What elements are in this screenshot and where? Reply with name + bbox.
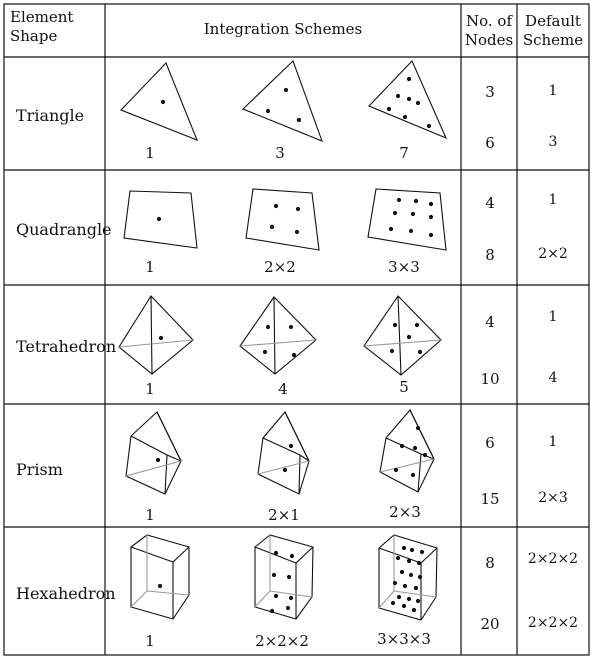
- nodes-value: 8: [485, 246, 495, 264]
- scheme-label: 3×3: [388, 258, 420, 276]
- hexahedron-scheme-1-diagram: [131, 535, 189, 619]
- nodes-value: 6: [485, 134, 495, 152]
- nodes-value: 8: [485, 554, 495, 572]
- scheme-label: 1: [145, 506, 155, 524]
- default-scheme-value: 4: [548, 370, 558, 386]
- scheme-label: 3: [275, 144, 285, 162]
- prism-scheme-2x3-diagram: [380, 410, 434, 492]
- default-scheme-value: 2×2×2: [527, 615, 579, 631]
- scheme-label: 2×2×2: [255, 632, 309, 650]
- header-default-scheme: Default Scheme: [522, 12, 584, 49]
- triangle-diagrams: [121, 61, 446, 141]
- triangle-integration-points: [161, 77, 431, 128]
- scheme-label: 2×3: [389, 503, 421, 521]
- quadrangle-diagrams: [124, 189, 446, 250]
- prism-scheme-2x1-diagram: [258, 412, 309, 494]
- hexahedron-diagrams: [131, 535, 437, 620]
- hexahedron-scheme-3x3x3-diagram: [379, 535, 437, 620]
- tetrahedron-diagrams: [119, 296, 441, 375]
- scheme-label: 7: [399, 144, 409, 162]
- prism-diagrams: [126, 410, 434, 494]
- quadrangle-integration-points: [157, 198, 433, 237]
- default-scheme-value: 2×2×2: [527, 551, 579, 567]
- shape-name-prism: Prism: [16, 460, 63, 479]
- default-scheme-value: 1: [548, 83, 558, 99]
- hexahedron-scheme-2x2x2-diagram: [255, 535, 313, 619]
- header-integration-schemes: Integration Schemes: [203, 20, 363, 38]
- scheme-label: 1: [145, 144, 155, 162]
- tetrahedron-scheme-5-diagram: [364, 296, 441, 375]
- default-scheme-value: 2×2: [538, 246, 568, 262]
- scheme-label: 5: [399, 378, 409, 396]
- tetrahedron-scheme-4-diagram: [240, 297, 316, 374]
- scheme-label: 3×3×3: [377, 630, 431, 648]
- header-no-of-nodes: No. of Nodes: [464, 12, 514, 49]
- default-scheme-value: 1: [548, 192, 558, 208]
- shape-name-tetrahedron: Tetrahedron: [16, 337, 117, 356]
- scheme-label: 1: [145, 258, 155, 276]
- default-scheme-value: 1: [548, 309, 558, 325]
- prism-scheme-1-diagram: [126, 412, 181, 494]
- nodes-value: 4: [485, 194, 495, 212]
- tetrahedron-integration-points: [159, 323, 422, 357]
- scheme-label: 2×2: [264, 258, 296, 276]
- scheme-label: 1: [145, 632, 155, 650]
- scheme-label: 1: [145, 380, 155, 398]
- nodes-value: 15: [480, 490, 500, 508]
- scheme-label: 4: [278, 380, 288, 398]
- default-scheme-value: 1: [548, 434, 558, 450]
- scheme-label: 2×1: [268, 506, 300, 524]
- nodes-value: 20: [480, 615, 500, 633]
- shape-name-hexahedron: Hexahedron: [16, 584, 116, 603]
- quadrangle-scheme-3x3-diagram: [368, 189, 446, 250]
- tetrahedron-scheme-1-diagram: [119, 296, 193, 374]
- default-scheme-value: 3: [548, 134, 558, 150]
- triangle-scheme-1-diagram: [121, 63, 197, 140]
- nodes-value: 10: [480, 370, 500, 388]
- shape-name-triangle: Triangle: [16, 106, 85, 125]
- header-element-shape: Element Shape: [10, 8, 74, 45]
- triangle-scheme-3-diagram: [243, 61, 322, 141]
- shape-name-quadrangle: Quadrangle: [16, 220, 112, 239]
- nodes-value: 6: [485, 434, 495, 452]
- default-scheme-value: 2×3: [538, 490, 568, 506]
- nodes-value: 4: [485, 313, 495, 331]
- nodes-value: 3: [485, 83, 495, 101]
- hexahedron-integration-points: [158, 546, 424, 613]
- quadrangle-scheme-2x2-diagram: [246, 189, 319, 250]
